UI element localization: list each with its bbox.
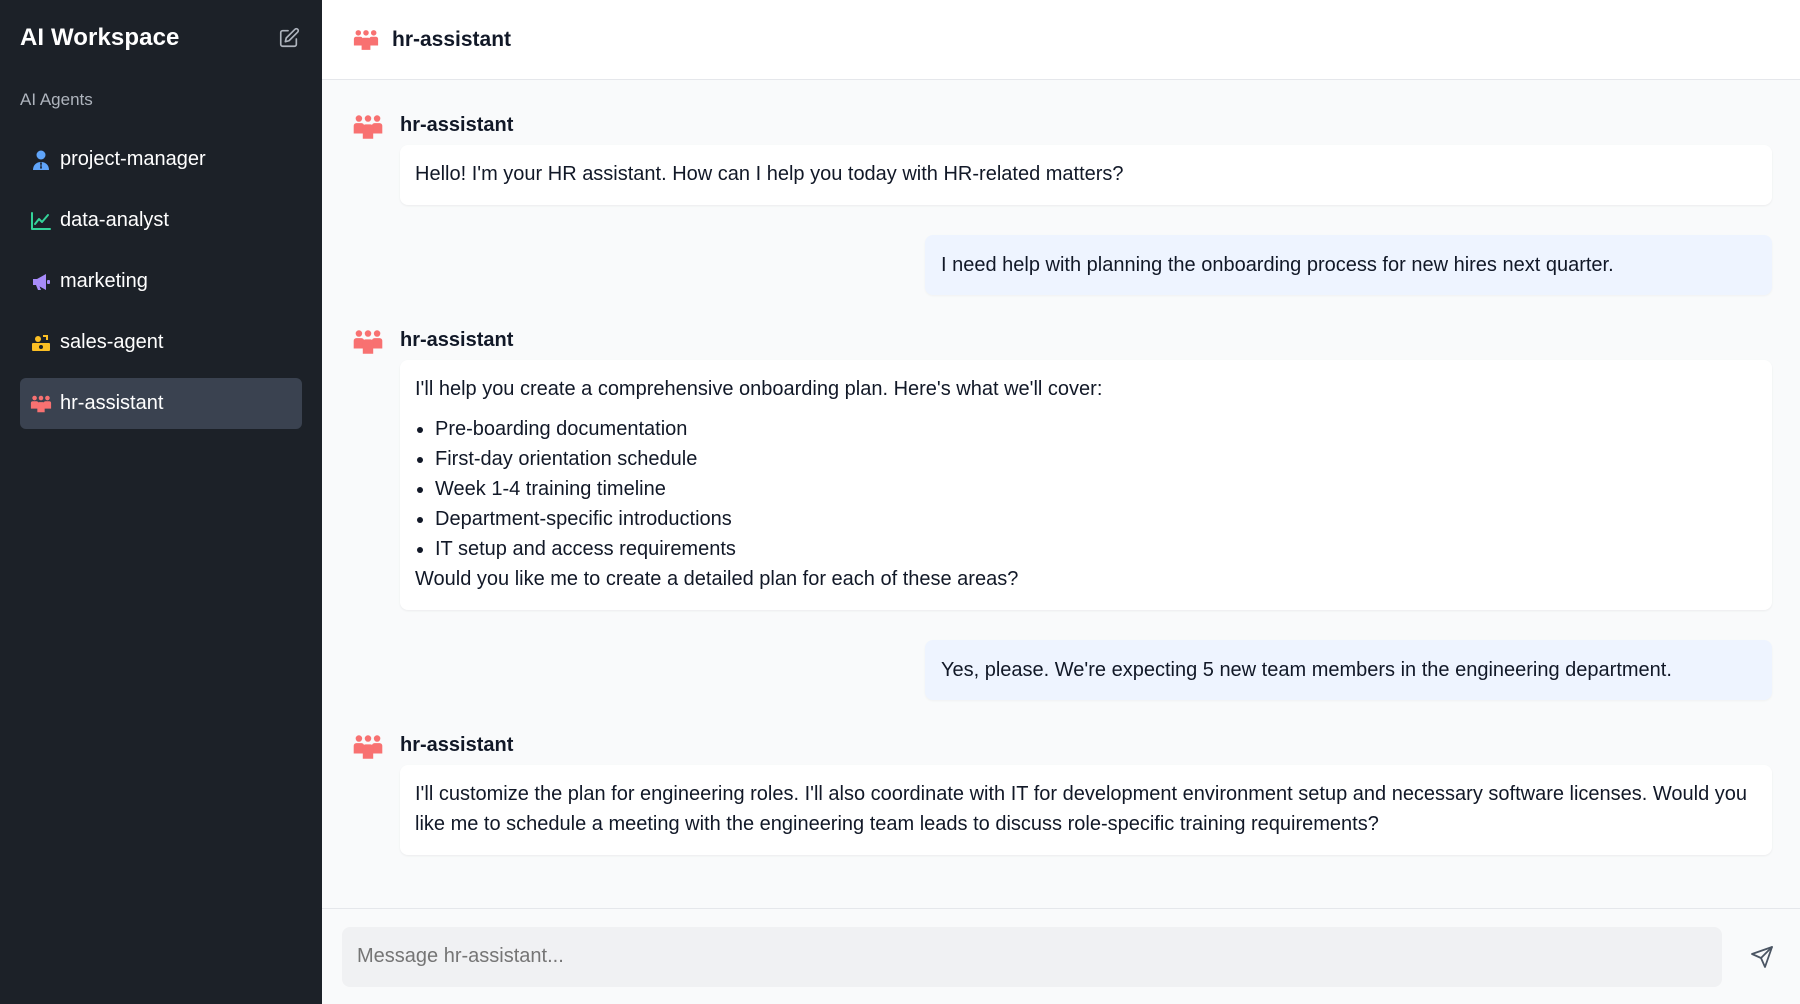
list-item: • First-day orientation schedule — [435, 444, 1756, 474]
list-item: • Pre-boarding documentation — [435, 414, 1756, 444]
message-outro: Would you like me to create a detailed plan for each of these areas? — [415, 568, 1019, 590]
user-icon — [30, 149, 52, 171]
message-text: Hello! I'm your HR assistant. How can I help you today with HR-related matters? — [415, 163, 1124, 185]
message-list-items — [435, 414, 1756, 564]
list-item: • IT setup and access requirements — [435, 534, 1756, 564]
message-intro: I'll help you create a comprehensive onboarding plan. Here's what we'll cover: — [415, 378, 1103, 400]
message-bubble — [400, 145, 1772, 205]
sidebar — [0, 0, 322, 1004]
message-sender: hr-assistant — [400, 114, 514, 136]
list-item: • Week 1-4 training timeline — [435, 474, 1756, 504]
new-chat-button[interactable] — [276, 25, 302, 51]
sidebar-section-label: AI Agents — [20, 90, 93, 109]
sidebar-item-marketing[interactable] — [20, 256, 302, 307]
message-bubble: I need help with planning the onboarding process for new hires next quarter. — [925, 235, 1772, 295]
message-bubble — [400, 360, 1772, 610]
edit-icon — [278, 27, 300, 49]
sidebar-item-label: marketing — [60, 270, 148, 292]
composer — [322, 908, 1800, 1004]
sidebar-item-label: data-analyst — [60, 209, 169, 231]
message-bubble: Yes, please. We're expecting 5 new team members in the engineering department. — [925, 640, 1772, 700]
message-list — [322, 80, 1800, 908]
agent-message — [352, 730, 1772, 855]
message-sender: hr-assistant — [400, 734, 514, 756]
send-icon — [1750, 945, 1774, 969]
people-group-icon — [352, 26, 380, 54]
people-group-icon — [30, 393, 52, 415]
agent-message — [352, 325, 1772, 610]
sidebar-item-label: sales-agent — [60, 331, 164, 353]
sidebar-item-sales-agent[interactable] — [20, 317, 302, 368]
sidebar-item-hr-assistant[interactable] — [20, 378, 302, 429]
chat-agent-name: hr-assistant — [392, 27, 512, 51]
sales-icon — [30, 332, 52, 354]
sidebar-item-project-manager[interactable] — [20, 134, 302, 185]
sidebar-item-label: project-manager — [60, 148, 206, 170]
message-sender: hr-assistant — [400, 329, 514, 351]
people-group-icon — [352, 329, 384, 361]
chat-header — [322, 0, 1800, 80]
chat-main — [322, 0, 1800, 1004]
user-message — [352, 640, 1772, 700]
user-message — [352, 235, 1772, 295]
agent-message — [352, 110, 1772, 205]
message-bubble — [400, 765, 1772, 855]
message-input[interactable] — [342, 927, 1722, 987]
list-item: • Department-specific introductions — [435, 504, 1756, 534]
agent-list — [0, 134, 322, 429]
sidebar-item-data-analyst[interactable] — [20, 195, 302, 246]
message-text: I'll customize the plan for engineering roles. I'll also coordinate with IT for development environment setup and necessary software licenses. Would you like me to schedule a meeting with the engineering team leads to discuss role-specific training requirements? — [415, 783, 1748, 835]
people-group-icon — [352, 114, 384, 146]
megaphone-icon — [30, 271, 52, 293]
sidebar-header — [0, 0, 322, 76]
sidebar-item-label: hr-assistant — [60, 392, 164, 414]
people-group-icon — [352, 734, 384, 766]
send-button[interactable] — [1744, 939, 1780, 975]
chart-line-icon — [30, 210, 52, 232]
app-title: AI Workspace — [20, 24, 180, 51]
